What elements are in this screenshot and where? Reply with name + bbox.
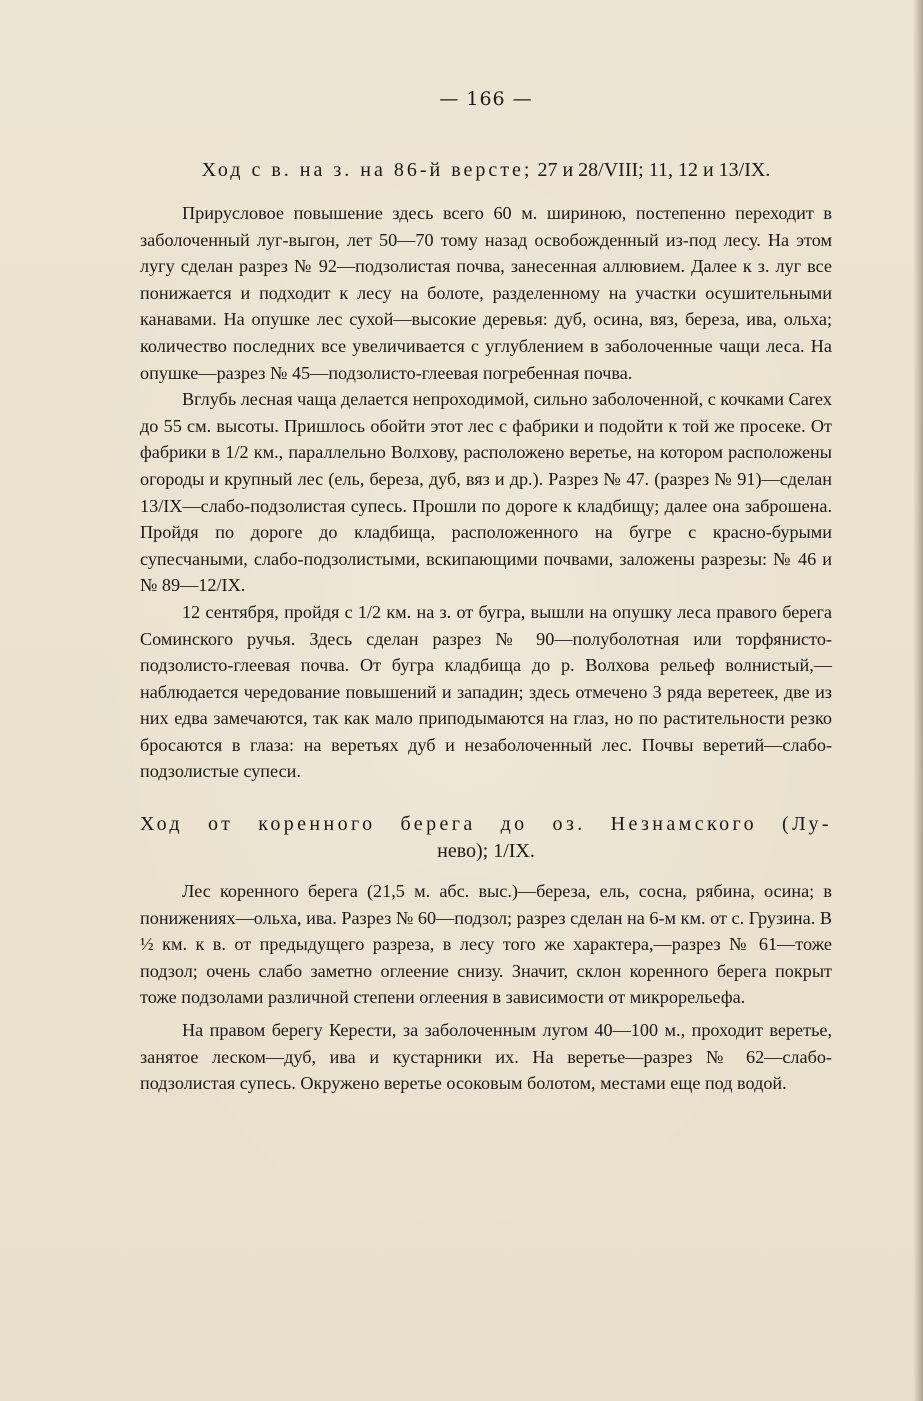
page-number: — 166 —	[439, 88, 533, 110]
section-heading-2	[140, 811, 832, 864]
section-heading-2-line-2: нево); 1/IX.	[437, 839, 535, 862]
paragraph-2: Вглубь лесная чаща делается непроходимой, сильно заболоченной, с кочками Carex до 55 см. высоты. Пришлось обойти этот лес с фабрики и подойти к той же просеке. От фабрики в 1/2 км., параллельно Волхову, расположено веретье, на котором расположены огороды и крупный лес (ель, береза, дуб, вяз и др.). Разрез № 47. (разрез № 91)—сделан 13/IX—слабо-подзолистая супесь. Прошли по дороге к кладбищу; далее она заброшена. Пройдя по дороге до кладбища, расположенного на бугре с красно-бурыми супесчаными, слабо-подзолистыми, вскипающими почвами, заложены разрезы: № 46 и № 89—12/IX.	[140, 389, 832, 596]
page-edge-shadow	[913, 0, 923, 1401]
section-heading-1	[140, 156, 832, 184]
paragraph-3: 12 сентября, пройдя с 1/2 км. на з. от бугра, вышли на опушку леса правого берега Соминского ручья. Здесь сделан разрез № 90—полуболотная или торфянисто-подзолисто-глеевая почва. От бугра кладбища до р. Волхова рельеф волнистый,—наблюдается чередование повышений и западин; здесь отмечено 3 ряда веретеек, две из них едва замечаются, так как мало приподымаются на глаз, но по растительности резко бросаются в глаза: на веретьях дуб и незаболоченный лес. Почвы веретий—слабо-подзолистые супеси.	[140, 601, 832, 782]
paragraph-4: Лес коренного берега (21,5 м. абс. выс.)—береза, ель, сосна, рябина, осина; в понижениях—ольха, ива. Разрез № 60—подзол; разрез сделан на 6-м км. от с. Грузина. В ½ км. к в. от предыдущего разреза, в лесу того же характера,—разрез № 61—тоже подзол; очень слабо заметно оглеение снизу. Значит, склон коренного берега покрыт тоже подзолами различной степени оглеения в зависимости от микрорельефа.	[140, 881, 832, 1008]
section-heading-2-line-1: Ход от коренного берега до оз. Незнамского (Лу-	[140, 813, 832, 836]
section-heading-1-route: Ход с в. на з. на 86-й версте;	[201, 159, 533, 181]
section-heading-1-dates: 27 и 28/VIII; 11, 12 и 13/IX.	[532, 159, 771, 181]
paragraph-1: Прирусловое повышение здесь всего 60 м. шириною, постепенно переходит в заболоченный луг-выгон, лет 50—70 тому назад освобожденный из-под лесу. На этом лугу сделан разрез № 92—подзолистая почва, занесенная аллювием. Далее к з. луг все понижается и подходит к лесу на болоте, разделенному на участки осушительными канавами. На опушке лес сухой—высокие деревья: дуб, осина, вяз, береза, ива, ольха; количество последних все увеличивается с углублением в заболоченные чащи леса. На опушке—разрез № 45—подзолисто-глеевая погребенная почва.	[140, 203, 832, 383]
page-content	[140, 88, 832, 1097]
paragraph-5: На правом берегу Керести, за заболоченным лугом 40—100 м., проходит веретье, занятое леском—дуб, ива и кустарники их. На веретье—разрез № 62—слабо-подзолистая супесь. Окружено веретье осоковым болотом, местами еще под водой.	[140, 1020, 832, 1094]
